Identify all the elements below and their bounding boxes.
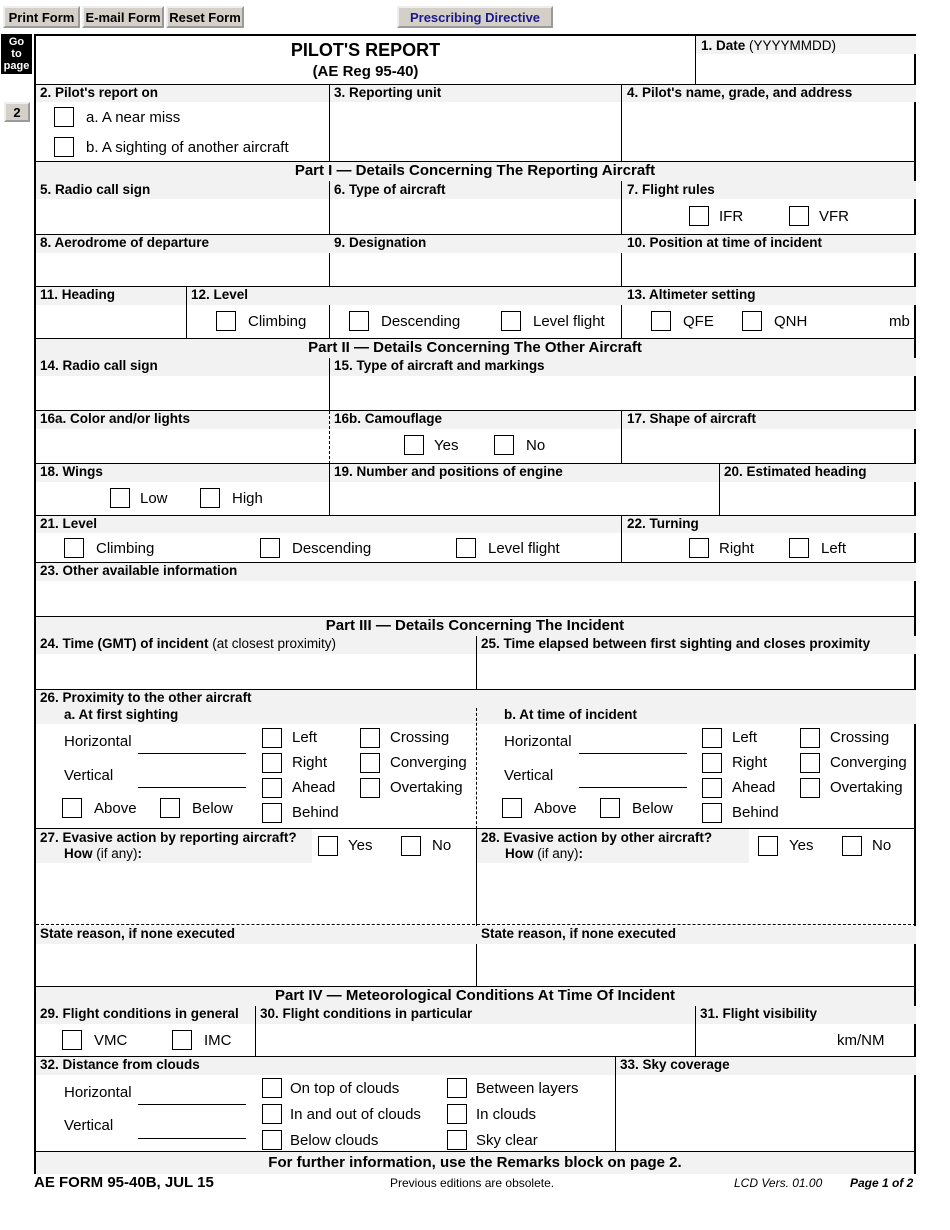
in-clouds-checkbox[interactable] — [447, 1104, 467, 1124]
evasive-other-yes-label: Yes — [789, 837, 814, 854]
other-descending-checkbox[interactable] — [260, 538, 280, 558]
incident-right-checkbox[interactable] — [702, 753, 722, 773]
first-crossing-checkbox[interactable] — [360, 728, 380, 748]
flight-visibility-input[interactable] — [697, 1025, 837, 1055]
wings-label: 18. Wings — [40, 464, 103, 479]
first-behind-label: Behind — [292, 804, 339, 821]
evasive-reporting-no-label: No — [432, 837, 452, 854]
email-form-button[interactable]: E-mail Form — [82, 6, 164, 28]
clouds-horizontal-label: Horizontal — [64, 1084, 132, 1101]
sighting-label: b. A sighting of another aircraft — [86, 139, 289, 156]
flight-rules-label: 7. Flight rules — [627, 182, 715, 197]
qnh-checkbox[interactable] — [742, 311, 762, 331]
reason-reporting-input[interactable] — [38, 945, 475, 985]
sky-clear-label: Sky clear — [476, 1132, 538, 1149]
camouflage-label: 16b. Camouflage — [334, 411, 443, 426]
first-above-label: Above — [94, 800, 137, 817]
evasive-other-label: 28. Evasive action by other aircraft? — [481, 830, 713, 845]
time-elapsed-label: 25. Time elapsed between first sighting and closes proximity — [481, 636, 871, 651]
altimeter-unit: mb — [889, 313, 910, 330]
incident-behind-label: Behind — [732, 804, 779, 821]
incident-overtaking-label: Overtaking — [830, 779, 903, 796]
form-subtitle: (AE Reg 95-40) — [312, 63, 419, 80]
other-info-label: 23. Other available information — [40, 563, 238, 578]
goto-word-3: page — [3, 60, 30, 72]
pilots-report-form — [34, 34, 916, 1174]
level-descending-checkbox[interactable] — [349, 311, 369, 331]
qfe-label: QFE — [683, 313, 714, 330]
form-title: PILOT'S REPORT — [290, 40, 441, 60]
other-info-input[interactable] — [38, 582, 914, 615]
first-behind-checkbox[interactable] — [262, 803, 282, 823]
turning-left-checkbox[interactable] — [789, 538, 809, 558]
reporting-unit-input[interactable] — [331, 103, 619, 159]
evasive-reporting-no-checkbox[interactable] — [401, 836, 421, 856]
report-on-label: 2. Pilot's report on — [40, 85, 158, 100]
heading-label: 11. Heading — [40, 287, 116, 302]
evasive-reporting-input[interactable] — [38, 864, 475, 922]
flight-visibility-label: 31. Flight visibility — [700, 1006, 818, 1021]
incident-crossing-checkbox[interactable] — [800, 728, 820, 748]
below-clouds-checkbox[interactable] — [262, 1130, 282, 1150]
other-type-input[interactable] — [331, 377, 914, 409]
sky-coverage-label: 33. Sky coverage — [620, 1057, 730, 1072]
aircraft-type-label: 6. Type of aircraft — [334, 182, 446, 197]
part-2-heading: Part II — Details Concerning The Other Aircraft — [36, 339, 914, 358]
other-call-sign-input[interactable] — [38, 377, 328, 409]
aircraft-shape-input[interactable] — [624, 430, 914, 462]
other-level-flight-checkbox[interactable] — [456, 538, 476, 558]
aircraft-type-input[interactable] — [331, 201, 619, 233]
first-horizontal-input[interactable] — [138, 753, 246, 754]
other-level-label: 21. Level — [40, 516, 98, 531]
camouflage-yes-label: Yes — [434, 437, 459, 454]
pilot-name-label: 4. Pilot's name, grade, and address — [627, 85, 853, 100]
incident-converging-checkbox[interactable] — [800, 753, 820, 773]
first-right-checkbox[interactable] — [262, 753, 282, 773]
incident-time-note: (at closest proximity) — [212, 636, 337, 651]
time-elapsed-input[interactable] — [478, 655, 914, 688]
proximity-label: 26. Proximity to the other aircraft — [40, 690, 252, 705]
incident-ahead-label: Ahead — [732, 779, 776, 796]
time-of-incident-label: b. At time of incident — [504, 707, 637, 722]
imc-checkbox[interactable] — [172, 1030, 192, 1050]
incident-horizontal-label: Horizontal — [504, 733, 572, 750]
pilot-name-input[interactable] — [624, 103, 914, 159]
wings-low-checkbox[interactable] — [110, 488, 130, 508]
sighting-checkbox[interactable] — [54, 137, 74, 157]
flight-conditions-particular-input[interactable] — [257, 1025, 694, 1055]
goto-page-label — [1, 34, 32, 74]
turning-right-label: Right — [719, 540, 755, 557]
camouflage-no-checkbox[interactable] — [494, 435, 514, 455]
vmc-checkbox[interactable] — [62, 1030, 82, 1050]
other-descending-label: Descending — [292, 540, 372, 557]
first-below-label: Below — [192, 800, 233, 817]
evasive-reporting-label: 27. Evasive action by reporting aircraft? — [40, 830, 297, 845]
incident-time-label: 24. Time (GMT) of incident (at closest proximity) — [40, 636, 337, 651]
incident-vertical-label: Vertical — [504, 767, 554, 784]
turning-right-checkbox[interactable] — [689, 538, 709, 558]
evasive-reporting-yes-checkbox[interactable] — [318, 836, 338, 856]
sky-coverage-input[interactable] — [617, 1076, 914, 1150]
incident-below-label: Below — [632, 800, 673, 817]
designation-label: 9. Designation — [334, 235, 427, 250]
incident-crossing-label: Crossing — [830, 729, 890, 746]
obsolete-note: Previous editions are obsolete. — [390, 1176, 555, 1190]
radio-call-sign-label: 5. Radio call sign — [40, 182, 151, 197]
first-ahead-checkbox[interactable] — [262, 778, 282, 798]
sky-clear-checkbox[interactable] — [447, 1130, 467, 1150]
first-ahead-label: Ahead — [292, 779, 336, 796]
turning-left-label: Left — [821, 540, 847, 557]
goto-word-1: Go — [8, 36, 25, 48]
incident-ahead-checkbox[interactable] — [702, 778, 722, 798]
camouflage-yes-checkbox[interactable] — [404, 435, 424, 455]
wings-high-checkbox[interactable] — [200, 488, 220, 508]
first-right-label: Right — [292, 754, 328, 771]
incident-above-label: Above — [534, 800, 577, 817]
in-out-clouds-checkbox[interactable] — [262, 1104, 282, 1124]
engines-input[interactable] — [331, 483, 717, 514]
first-vertical-input[interactable] — [138, 787, 246, 788]
estimated-heading-label: 20. Estimated heading — [724, 464, 867, 479]
estimated-heading-input[interactable] — [721, 483, 914, 514]
first-vertical-label: Vertical — [64, 767, 114, 784]
designation-input[interactable] — [331, 254, 619, 285]
level-flight-label: Level flight — [533, 313, 605, 330]
vfr-label: VFR — [819, 208, 849, 225]
reporting-unit-label: 3. Reporting unit — [334, 85, 442, 100]
altimeter-label: 13. Altimeter setting — [627, 287, 756, 302]
clouds-vertical-input[interactable] — [138, 1138, 246, 1139]
other-climbing-label: Climbing — [96, 540, 155, 557]
flight-conditions-general-label: 29. Flight conditions in general — [40, 1006, 239, 1021]
version-label: LCD Vers. 01.00 — [734, 1176, 823, 1190]
evasive-reporting-yes-label: Yes — [348, 837, 373, 854]
near-miss-label: a. A near miss — [86, 109, 181, 126]
incident-horizontal-input[interactable] — [579, 753, 687, 754]
vfr-checkbox[interactable] — [789, 206, 809, 226]
heading-input[interactable] — [38, 306, 185, 337]
incident-right-label: Right — [732, 754, 768, 771]
ifr-checkbox[interactable] — [689, 206, 709, 226]
part-3-heading: Part III — Details Concerning The Incident — [36, 617, 914, 636]
first-left-label: Left — [292, 729, 318, 746]
camouflage-no-label: No — [526, 437, 546, 454]
near-miss-checkbox[interactable] — [54, 107, 74, 127]
distance-clouds-label: 32. Distance from clouds — [40, 1057, 200, 1072]
qfe-checkbox[interactable] — [651, 311, 671, 331]
ifr-label: IFR — [719, 208, 744, 225]
aerodrome-input[interactable] — [38, 254, 328, 285]
incident-overtaking-checkbox[interactable] — [800, 778, 820, 798]
evasive-reporting-how: How (if any): — [64, 846, 143, 861]
clouds-horizontal-input[interactable] — [138, 1104, 246, 1105]
first-overtaking-checkbox[interactable] — [360, 778, 380, 798]
first-crossing-label: Crossing — [390, 729, 450, 746]
print-form-button[interactable]: Print Form — [3, 6, 80, 28]
level-climbing-checkbox[interactable] — [216, 311, 236, 331]
clouds-vertical-label: Vertical — [64, 1117, 114, 1134]
goto-word-2: to — [11, 48, 22, 60]
flight-conditions-particular-label: 30. Flight conditions in particular — [260, 1006, 473, 1021]
form-number: AE FORM 95-40B, JUL 15 — [34, 1174, 214, 1191]
evasive-other-how: How (if any): — [505, 846, 584, 861]
wings-high-label: High — [232, 490, 263, 507]
imc-label: IMC — [204, 1032, 232, 1049]
evasive-other-input[interactable] — [478, 864, 914, 922]
color-lights-input[interactable] — [38, 430, 328, 462]
remarks-note: For further information, use the Remarks block on page 2. — [36, 1152, 914, 1174]
on-top-clouds-label: On top of clouds — [290, 1080, 400, 1097]
reset-form-button[interactable]: Reset Form — [166, 6, 244, 28]
first-above-checkbox[interactable] — [62, 798, 82, 818]
vmc-label: VMC — [94, 1032, 128, 1049]
position-label: 10. Position at time of incident — [627, 235, 823, 250]
turning-label: 22. Turning — [627, 516, 699, 531]
aerodrome-label: 8. Aerodrome of departure — [40, 235, 210, 250]
reason-other-input[interactable] — [478, 945, 914, 985]
evasive-other-no-checkbox[interactable] — [842, 836, 862, 856]
evasive-other-no-label: No — [872, 837, 892, 854]
below-clouds-label: Below clouds — [290, 1132, 379, 1149]
first-overtaking-label: Overtaking — [390, 779, 463, 796]
level-descending-label: Descending — [381, 313, 461, 330]
other-level-flight-label: Level flight — [488, 540, 560, 557]
engines-label: 19. Number and positions of engine — [334, 464, 563, 479]
first-sighting-label: a. At first sighting — [64, 707, 179, 722]
incident-time-input[interactable] — [38, 655, 475, 688]
color-lights-label: 16a. Color and/or lights — [40, 411, 191, 426]
date-format-hint: (YYYYMMDD) — [749, 38, 837, 53]
incident-vertical-input[interactable] — [579, 787, 687, 788]
page-number: Page 1 of 2 — [850, 1176, 914, 1190]
aircraft-shape-label: 17. Shape of aircraft — [627, 411, 757, 426]
first-left-checkbox[interactable] — [262, 728, 282, 748]
incident-above-checkbox[interactable] — [502, 798, 522, 818]
first-converging-checkbox[interactable] — [360, 753, 380, 773]
date-input[interactable] — [697, 56, 915, 82]
other-climbing-checkbox[interactable] — [64, 538, 84, 558]
other-call-sign-label: 14. Radio call sign — [40, 358, 158, 373]
level-flight-checkbox[interactable] — [501, 311, 521, 331]
incident-below-checkbox[interactable] — [600, 798, 620, 818]
evasive-other-yes-checkbox[interactable] — [758, 836, 778, 856]
prescribing-directive-button[interactable]: Prescribing Directive — [397, 6, 553, 28]
position-input[interactable] — [624, 254, 914, 285]
on-top-clouds-checkbox[interactable] — [262, 1078, 282, 1098]
level-climbing-label: Climbing — [248, 313, 307, 330]
radio-call-sign-input[interactable] — [38, 201, 328, 233]
level-label: 12. Level — [191, 287, 249, 302]
wings-low-label: Low — [140, 490, 168, 507]
incident-converging-label: Converging — [830, 754, 907, 771]
first-converging-label: Converging — [390, 754, 467, 771]
qnh-label: QNH — [774, 313, 808, 330]
first-below-checkbox[interactable] — [160, 798, 180, 818]
other-type-label: 15. Type of aircraft and markings — [334, 358, 545, 373]
part-1-heading: Part I — Details Concerning The Reporting Aircraft — [36, 162, 914, 181]
incident-behind-checkbox[interactable] — [702, 803, 722, 823]
between-layers-label: Between layers — [476, 1080, 579, 1097]
in-clouds-label: In clouds — [476, 1106, 537, 1123]
reason-other-label: State reason, if none executed — [481, 926, 677, 941]
reason-reporting-label: State reason, if none executed — [40, 926, 236, 941]
incident-left-checkbox[interactable] — [702, 728, 722, 748]
in-out-clouds-label: In and out of clouds — [290, 1106, 421, 1123]
first-horizontal-label: Horizontal — [64, 733, 132, 750]
incident-left-label: Left — [732, 729, 758, 746]
between-layers-checkbox[interactable] — [447, 1078, 467, 1098]
part-4-heading: Part IV — Meteorological Conditions At Time Of Incident — [36, 987, 914, 1006]
date-label: 1. Date (YYYYMMDD) — [701, 38, 837, 53]
visibility-unit: km/NM — [837, 1032, 885, 1049]
goto-page-2-button[interactable]: 2 — [4, 102, 30, 122]
